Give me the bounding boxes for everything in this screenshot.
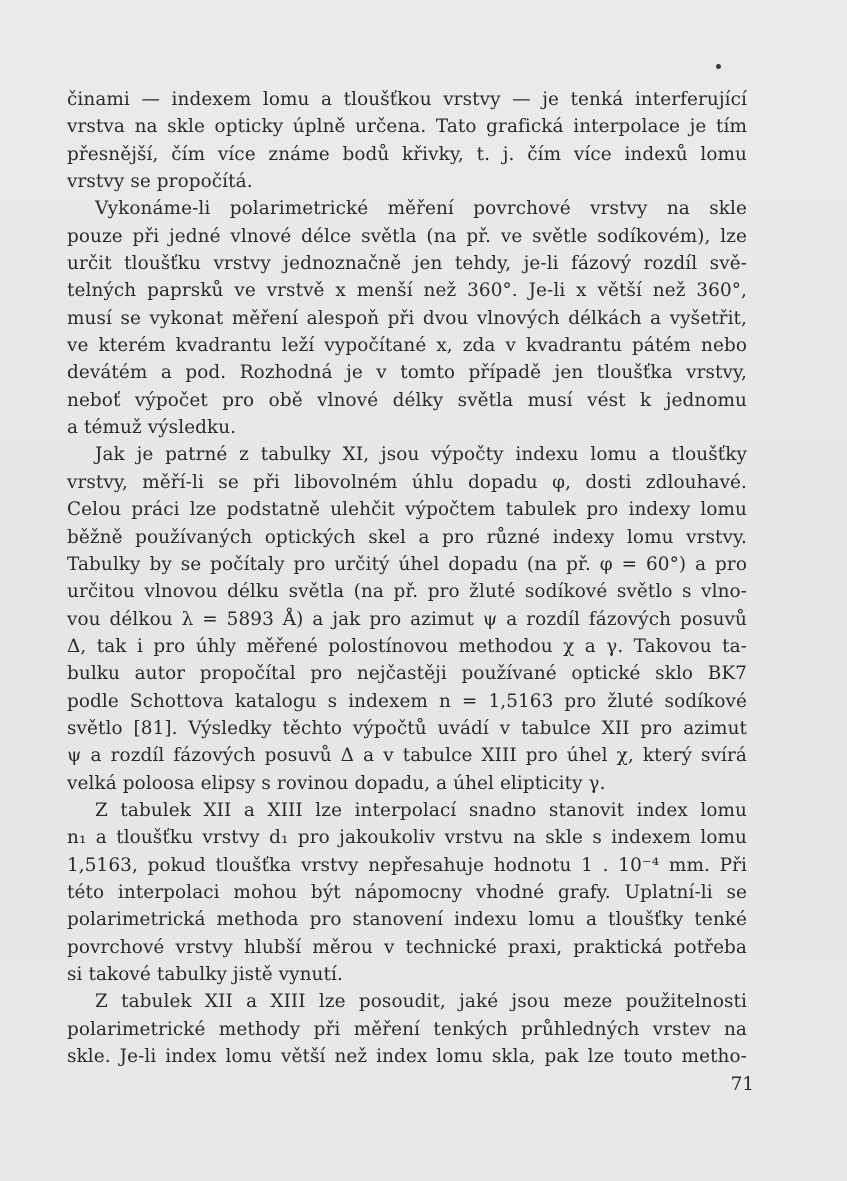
text-line: světlo [81]. Výsledky těchto výpočtů uvádí v tabulce XII pro azimut (67, 717, 747, 739)
text-line: vrstva na skle opticky úplně určena. Tato grafická interpolace je tím (67, 116, 747, 138)
ink-speck (716, 64, 721, 69)
text-line: Celou práci lze podstatně ulehčit výpočtem tabulek pro indexy lomu (67, 499, 747, 521)
text-line: této interpolaci mohou být nápomocny vhodné grafy. Uplatní-li se (67, 881, 747, 903)
text-line: ψ a rozdíl fázových posuvů Δ a v tabulce XIII pro úhel χ, který svírá (67, 745, 747, 767)
text-line: činami — indexem lomu a tloušťkou vrstvy — je tenká interferující (67, 89, 747, 110)
paragraph-start-line: Z tabulek XII a XIII lze posoudit, jaké jsou meze použitelnosti (95, 991, 747, 1013)
text-line: běžně používaných optických skel a pro různé indexy lomu vrstvy. (67, 526, 747, 548)
text-line: vrstvy, měří-li se při libovolném úhlu dopadu φ, dosti zdlouhavé. (67, 471, 747, 493)
text-line: musí se vykonat měření alespoň při dvou vlnových délkách a vyšetřit, (67, 307, 747, 329)
text-line: podle Schottova katalogu s indexem n = 1,5163 pro žluté sodíkové (67, 690, 747, 712)
paragraph-start-line: Z tabulek XII a XIII lze interpolací snadno stanovit index lomu (95, 799, 747, 821)
text-line: skle. Je-li index lomu větší než index lomu skla, pak lze touto metho- (67, 1046, 747, 1068)
text-line: přesnější, čím více známe bodů křivky, t. j. čím více indexů lomu (67, 143, 747, 165)
text-line: Δ, tak i pro úhly měřené polostínovou methodou χ a γ. Takovou ta- (67, 635, 747, 657)
text-line: si takové tabulky jistě vynutí. (67, 964, 343, 985)
paragraph-start-line: Jak je patrné z tabulky XI, jsou výpočty indexu lomu a tloušťky (95, 444, 747, 466)
text-line: polarimetrické methody při měření tenkých průhledných vrstev na (67, 1018, 747, 1040)
text-line: vou délkou λ = 5893 Å) a jak pro azimut ψ a rozdíl fázových posuvů (67, 608, 747, 630)
text-line: 1,5163, pokud tloušťka vrstvy nepřesahuje hodnotu 1 . 10⁻⁴ mm. Při (67, 854, 747, 876)
text-line: určit tloušťku vrstvy jednoznačně jen tehdy, je-li fázový rozdíl svě- (67, 253, 747, 275)
text-line: devátém a pod. Rozhodná je v tomto případě jen tloušťka vrstvy, (67, 362, 747, 384)
text-line: a témuž výsledku. (67, 417, 237, 439)
text-line: ve kterém kvadrantu leží vypočítané x, zda v kvadrantu pátém nebo (67, 335, 747, 357)
text-line: povrchové vrstvy hlubší měrou v technické praxi, praktická potřeba (67, 936, 747, 958)
text-line: pouze při jedné vlnové délce světla (na př. ve světle sodíkovém), lze (67, 225, 747, 247)
page-number: 71 (730, 1074, 754, 1095)
text-line: neboť výpočet pro obě vlnové délky světla musí vést k jednomu (67, 389, 747, 411)
paragraph-start-line: Vykonáme-li polarimetrické měření povrchové vrstvy na skle (95, 198, 747, 220)
text-line: bulku autor propočítal pro nejčastěji používané optické sklo BK7 (67, 663, 747, 685)
text-line: telných paprsků ve vrstvě x menší než 360°. Je-li x větší než 360°, (67, 280, 747, 302)
text-line: Tabulky by se počítaly pro určitý úhel dopadu (na př. φ = 60°) a pro (67, 553, 747, 575)
text-line: velká poloosa elipsy s rovinou dopadu, a úhel elipticity γ. (67, 772, 606, 794)
text-line: n₁ a tloušťku vrstvy d₁ pro jakoukoliv vrstvu na skle s indexem lomu (67, 827, 747, 849)
text-line: vrstvy se propočítá. (67, 171, 253, 193)
body-text (67, 86, 747, 1070)
text-line: určitou vlnovou délku světla (na př. pro žluté sodíkové světlo s vlno- (67, 581, 747, 603)
text-line: polarimetrická methoda pro stanovení indexu lomu a tloušťky tenké (67, 909, 747, 931)
